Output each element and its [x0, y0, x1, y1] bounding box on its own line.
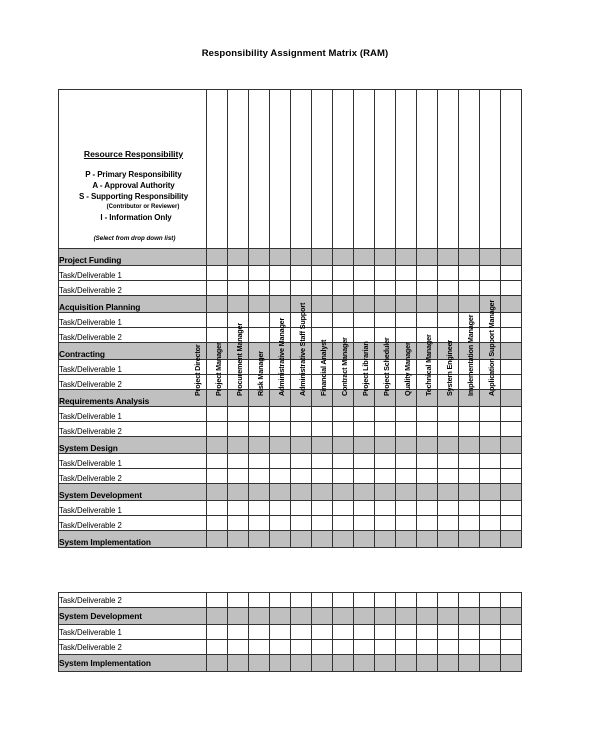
- section-spacer-cell: [438, 437, 459, 454]
- task-row: [59, 469, 522, 484]
- assignment-cell[interactable]: [501, 281, 522, 296]
- task-row: [59, 407, 522, 422]
- assignment-cell[interactable]: [228, 625, 249, 640]
- assignment-cell[interactable]: [270, 593, 291, 608]
- section-spacer-cell: [375, 655, 396, 672]
- assignment-cell[interactable]: [438, 454, 459, 469]
- section-spacer-cell: [312, 608, 333, 625]
- section-spacer-cell: [291, 655, 312, 672]
- task-row: [59, 501, 522, 516]
- column-header-label: Risk Manager: [256, 351, 265, 396]
- section-spacer-cell: [333, 655, 354, 672]
- column-header-label: Contract Manager: [340, 337, 349, 396]
- assignment-cell[interactable]: [207, 469, 228, 484]
- task-label[interactable]: Task/Deliverable 1: [59, 266, 207, 281]
- section-spacer-cell: [438, 608, 459, 625]
- assignment-cell[interactable]: [396, 469, 417, 484]
- section-label: System Development: [59, 484, 207, 501]
- assignment-cell[interactable]: [270, 469, 291, 484]
- assignment-cell[interactable]: [501, 469, 522, 484]
- assignment-cell[interactable]: [312, 625, 333, 640]
- task-label[interactable]: Task/Deliverable 1: [59, 407, 207, 422]
- assignment-cell[interactable]: [312, 516, 333, 531]
- section-spacer-cell: [375, 531, 396, 548]
- matrix-header-row: [59, 90, 522, 249]
- task-row: [59, 516, 522, 531]
- assignment-cell[interactable]: [417, 469, 438, 484]
- section-spacer-cell: [333, 531, 354, 548]
- assignment-cell[interactable]: [249, 516, 270, 531]
- legend-heading: Resource Responsibility: [83, 148, 184, 159]
- task-row: [59, 625, 522, 640]
- assignment-cell[interactable]: [417, 516, 438, 531]
- assignment-cell[interactable]: [501, 360, 522, 375]
- assignment-cell[interactable]: [459, 640, 480, 655]
- assignment-cell[interactable]: [249, 593, 270, 608]
- assignment-cell[interactable]: [291, 501, 312, 516]
- assignment-cell[interactable]: [459, 469, 480, 484]
- assignment-cell[interactable]: [480, 422, 501, 437]
- section-label: Project Funding: [59, 249, 207, 266]
- assignment-cell[interactable]: [333, 454, 354, 469]
- section-spacer-cell: [228, 655, 249, 672]
- assignment-cell[interactable]: [312, 640, 333, 655]
- section-spacer-cell: [396, 484, 417, 501]
- assignment-cell[interactable]: [270, 407, 291, 422]
- legend-item-primary: P - Primary Responsibility: [85, 169, 182, 179]
- assignment-cell[interactable]: [354, 593, 375, 608]
- section-spacer-cell: [501, 655, 522, 672]
- assignment-cell[interactable]: [228, 593, 249, 608]
- assignment-cell[interactable]: [312, 422, 333, 437]
- section-spacer-cell: [270, 531, 291, 548]
- assignment-cell[interactable]: [291, 454, 312, 469]
- section-spacer-cell: [501, 608, 522, 625]
- section-row: [59, 655, 522, 672]
- section-spacer-cell: [396, 608, 417, 625]
- assignment-cell[interactable]: [312, 407, 333, 422]
- assignment-cell[interactable]: [333, 501, 354, 516]
- assignment-cell[interactable]: [438, 407, 459, 422]
- section-spacer-cell: [480, 437, 501, 454]
- assignment-cell[interactable]: [207, 593, 228, 608]
- section-spacer-cell: [480, 531, 501, 548]
- assignment-cell[interactable]: [333, 516, 354, 531]
- section-spacer-cell: [375, 608, 396, 625]
- assignment-cell[interactable]: [396, 593, 417, 608]
- section-spacer-cell: [417, 655, 438, 672]
- assignment-cell[interactable]: [501, 640, 522, 655]
- assignment-cell[interactable]: [375, 454, 396, 469]
- assignment-cell[interactable]: [291, 516, 312, 531]
- section-spacer-cell: [249, 655, 270, 672]
- assignment-cell[interactable]: [480, 454, 501, 469]
- section-spacer-cell: [459, 437, 480, 454]
- assignment-cell[interactable]: [249, 407, 270, 422]
- assignment-cell[interactable]: [333, 407, 354, 422]
- task-label[interactable]: Task/Deliverable 2: [59, 281, 207, 296]
- section-spacer-cell: [417, 531, 438, 548]
- section-spacer-cell: [354, 437, 375, 454]
- task-label[interactable]: Task/Deliverable 2: [59, 593, 207, 608]
- assignment-cell[interactable]: [375, 640, 396, 655]
- assignment-cell[interactable]: [291, 469, 312, 484]
- assignment-cell[interactable]: [249, 454, 270, 469]
- section-spacer-cell: [207, 655, 228, 672]
- section-row: [59, 484, 522, 501]
- assignment-cell[interactable]: [501, 625, 522, 640]
- assignment-cell[interactable]: [396, 625, 417, 640]
- assignment-cell[interactable]: [438, 422, 459, 437]
- assignment-cell[interactable]: [207, 422, 228, 437]
- section-row: [59, 531, 522, 548]
- assignment-cell[interactable]: [501, 454, 522, 469]
- assignment-cell[interactable]: [354, 516, 375, 531]
- assignment-cell[interactable]: [333, 625, 354, 640]
- column-header-label: Implementation Manager: [466, 314, 475, 396]
- task-label[interactable]: Task/Deliverable 1: [59, 360, 207, 375]
- section-spacer-cell: [249, 484, 270, 501]
- assignment-cell[interactable]: [207, 454, 228, 469]
- legend-item-supporting: S - Supporting Responsibility: [78, 192, 189, 202]
- assignment-cell[interactable]: [354, 422, 375, 437]
- column-header-label: System Engineer: [445, 339, 454, 396]
- assignment-cell[interactable]: [375, 593, 396, 608]
- assignment-cell[interactable]: [459, 454, 480, 469]
- assignment-cell[interactable]: [438, 469, 459, 484]
- assignment-cell[interactable]: [480, 469, 501, 484]
- assignment-cell[interactable]: [207, 516, 228, 531]
- section-spacer-cell: [480, 655, 501, 672]
- section-label: Acquisition Planning: [59, 296, 207, 313]
- section-row: [59, 437, 522, 454]
- legend-item-approval: A - Approval Authority: [92, 181, 175, 191]
- assignment-cell[interactable]: [270, 454, 291, 469]
- assignment-cell[interactable]: [438, 516, 459, 531]
- section-spacer-cell: [438, 655, 459, 672]
- task-label[interactable]: Task/Deliverable 2: [59, 516, 207, 531]
- assignment-cell[interactable]: [480, 640, 501, 655]
- section-spacer-cell: [417, 437, 438, 454]
- section-spacer-cell: [333, 484, 354, 501]
- column-header-label: Technical Manager: [424, 334, 433, 396]
- section-spacer-cell: [501, 343, 522, 360]
- assignment-cell[interactable]: [354, 454, 375, 469]
- section-spacer-cell: [459, 655, 480, 672]
- task-label[interactable]: Task/Deliverable 2: [59, 422, 207, 437]
- section-spacer-cell: [354, 484, 375, 501]
- task-row: [59, 454, 522, 469]
- assignment-cell[interactable]: [459, 501, 480, 516]
- assignment-cell[interactable]: [228, 469, 249, 484]
- assignment-cell[interactable]: [501, 375, 522, 390]
- section-label: System Implementation: [59, 531, 207, 548]
- section-spacer-cell: [249, 531, 270, 548]
- task-label[interactable]: Task/Deliverable 1: [59, 313, 207, 328]
- task-label[interactable]: Task/Deliverable 2: [59, 469, 207, 484]
- assignment-cell[interactable]: [501, 501, 522, 516]
- assignment-cell[interactable]: [438, 501, 459, 516]
- section-spacer-cell: [375, 484, 396, 501]
- section-label: Contracting: [59, 343, 207, 360]
- assignment-cell[interactable]: [396, 422, 417, 437]
- section-spacer-cell: [207, 608, 228, 625]
- assignment-cell[interactable]: [417, 593, 438, 608]
- section-spacer-cell: [291, 484, 312, 501]
- legend-item-information: I - Information Only: [100, 212, 172, 222]
- section-spacer-cell: [480, 484, 501, 501]
- section-spacer-cell: [501, 484, 522, 501]
- assignment-cell[interactable]: [459, 407, 480, 422]
- section-spacer-cell: [291, 608, 312, 625]
- assignment-cell[interactable]: [354, 469, 375, 484]
- task-label[interactable]: Task/Deliverable 2: [59, 375, 207, 390]
- column-header-label: Project Manager: [214, 342, 223, 396]
- assignment-cell[interactable]: [396, 454, 417, 469]
- assignment-cell[interactable]: [480, 593, 501, 608]
- responsibility-matrix-table: [58, 89, 522, 548]
- section-spacer-cell: [291, 531, 312, 548]
- section-spacer-cell: [333, 437, 354, 454]
- section-spacer-cell: [354, 608, 375, 625]
- assignment-cell[interactable]: [249, 640, 270, 655]
- section-spacer-cell: [396, 437, 417, 454]
- assignment-cell[interactable]: [354, 407, 375, 422]
- assignment-cell[interactable]: [501, 407, 522, 422]
- section-spacer-cell: [354, 531, 375, 548]
- assignment-cell[interactable]: [417, 407, 438, 422]
- assignment-cell[interactable]: [459, 516, 480, 531]
- column-header-label: Project Director: [193, 344, 202, 396]
- assignment-cell[interactable]: [312, 469, 333, 484]
- assignment-cell[interactable]: [270, 640, 291, 655]
- assignment-cell[interactable]: [375, 501, 396, 516]
- task-label[interactable]: Task/Deliverable 2: [59, 328, 207, 343]
- task-label[interactable]: Task/Deliverable 2: [59, 640, 207, 655]
- assignment-cell[interactable]: [375, 625, 396, 640]
- assignment-cell[interactable]: [354, 640, 375, 655]
- assignment-cell[interactable]: [291, 625, 312, 640]
- assignment-cell[interactable]: [375, 469, 396, 484]
- section-spacer-cell: [501, 531, 522, 548]
- section-spacer-cell: [459, 531, 480, 548]
- column-header-role: [487, 90, 522, 396]
- assignment-cell[interactable]: [291, 640, 312, 655]
- section-spacer-cell: [270, 437, 291, 454]
- section-spacer-cell: [228, 437, 249, 454]
- assignment-cell[interactable]: [333, 640, 354, 655]
- task-label[interactable]: Task/Deliverable 1: [59, 625, 207, 640]
- assignment-cell[interactable]: [270, 625, 291, 640]
- page-title: Responsibility Assignment Matrix (RAM): [201, 48, 389, 59]
- assignment-cell[interactable]: [207, 640, 228, 655]
- assignment-cell[interactable]: [228, 516, 249, 531]
- task-row: [59, 593, 522, 608]
- section-spacer-cell: [312, 655, 333, 672]
- section-spacer-cell: [480, 608, 501, 625]
- assignment-cell[interactable]: [270, 501, 291, 516]
- section-row: [59, 608, 522, 625]
- assignment-cell[interactable]: [396, 516, 417, 531]
- section-spacer-cell: [417, 608, 438, 625]
- section-spacer-cell: [501, 437, 522, 454]
- assignment-cell[interactable]: [480, 407, 501, 422]
- section-spacer-cell: [438, 484, 459, 501]
- column-header-label: Administrative Staff Support: [298, 302, 307, 396]
- section-spacer-cell: [396, 655, 417, 672]
- assignment-cell[interactable]: [417, 640, 438, 655]
- assignment-cell[interactable]: [501, 516, 522, 531]
- assignment-cell[interactable]: [207, 625, 228, 640]
- section-spacer-cell: [249, 608, 270, 625]
- section-spacer-cell: [249, 437, 270, 454]
- assignment-cell[interactable]: [228, 454, 249, 469]
- section-spacer-cell: [396, 531, 417, 548]
- assignment-cell[interactable]: [417, 454, 438, 469]
- column-header-label: Project Librarian: [361, 341, 370, 396]
- section-spacer-cell: [207, 484, 228, 501]
- section-spacer-cell: [228, 531, 249, 548]
- section-spacer-cell: [417, 484, 438, 501]
- assignment-cell[interactable]: [396, 640, 417, 655]
- section-spacer-cell: [501, 296, 522, 313]
- section-spacer-cell: [375, 437, 396, 454]
- section-label: System Design: [59, 437, 207, 454]
- assignment-cell[interactable]: [291, 593, 312, 608]
- responsibility-matrix-continuation: [58, 592, 522, 672]
- task-row: [59, 640, 522, 655]
- assignment-cell[interactable]: [501, 313, 522, 328]
- section-spacer-cell: [228, 608, 249, 625]
- task-row: [59, 422, 522, 437]
- assignment-cell[interactable]: [312, 593, 333, 608]
- assignment-cell[interactable]: [333, 422, 354, 437]
- legend-sub-note: (Contributor or Reviewer): [106, 203, 180, 210]
- matrix-continuation-body: [59, 593, 522, 672]
- assignment-cell[interactable]: [375, 422, 396, 437]
- assignment-cell[interactable]: [270, 516, 291, 531]
- section-spacer-cell: [228, 484, 249, 501]
- assignment-cell[interactable]: [270, 422, 291, 437]
- assignment-cell[interactable]: [291, 407, 312, 422]
- assignment-cell[interactable]: [312, 501, 333, 516]
- assignment-cell[interactable]: [417, 625, 438, 640]
- assignment-cell[interactable]: [480, 516, 501, 531]
- assignment-cell[interactable]: [480, 501, 501, 516]
- section-spacer-cell: [459, 608, 480, 625]
- section-spacer-cell: [438, 531, 459, 548]
- section-label: System Implementation: [59, 655, 207, 672]
- section-label: Requirements Analysis: [59, 390, 207, 407]
- assignment-cell[interactable]: [228, 407, 249, 422]
- assignment-cell[interactable]: [249, 422, 270, 437]
- assignment-cell[interactable]: [438, 593, 459, 608]
- assignment-cell[interactable]: [417, 501, 438, 516]
- assignment-cell[interactable]: [459, 422, 480, 437]
- section-spacer-cell: [207, 531, 228, 548]
- section-spacer-cell: [291, 437, 312, 454]
- assignment-cell[interactable]: [291, 422, 312, 437]
- section-spacer-cell: [270, 655, 291, 672]
- assignment-cell[interactable]: [228, 422, 249, 437]
- section-spacer-cell: [207, 437, 228, 454]
- assignment-cell[interactable]: [249, 501, 270, 516]
- column-header-label: Financial Analyst: [319, 339, 328, 396]
- assignment-cell[interactable]: [354, 625, 375, 640]
- section-spacer-cell: [501, 249, 522, 266]
- legend-footer-note: (Select from drop down list): [93, 235, 176, 243]
- column-header-label: Application Support Manager: [487, 299, 496, 396]
- assignment-cell[interactable]: [207, 501, 228, 516]
- task-label[interactable]: Task/Deliverable 1: [59, 454, 207, 469]
- section-spacer-cell: [270, 484, 291, 501]
- column-header-label: Administrative Manager: [277, 317, 286, 396]
- section-spacer-cell: [270, 608, 291, 625]
- assignment-cell[interactable]: [501, 328, 522, 343]
- assignment-cell[interactable]: [438, 640, 459, 655]
- column-header-label: Quality Manager: [403, 342, 412, 396]
- section-spacer-cell: [333, 608, 354, 625]
- assignment-cell[interactable]: [501, 593, 522, 608]
- assignment-cell[interactable]: [375, 516, 396, 531]
- assignment-cell[interactable]: [396, 501, 417, 516]
- column-header-label: Project Scheduler: [382, 337, 391, 396]
- assignment-cell[interactable]: [459, 625, 480, 640]
- assignment-cell[interactable]: [501, 266, 522, 281]
- assignment-cell[interactable]: [333, 469, 354, 484]
- assignment-cell[interactable]: [459, 593, 480, 608]
- assignment-cell[interactable]: [228, 640, 249, 655]
- assignment-cell[interactable]: [228, 501, 249, 516]
- assignment-cell[interactable]: [249, 469, 270, 484]
- assignment-cell[interactable]: [480, 625, 501, 640]
- assignment-cell[interactable]: [396, 407, 417, 422]
- assignment-cell[interactable]: [207, 407, 228, 422]
- assignment-cell[interactable]: [438, 625, 459, 640]
- assignment-cell[interactable]: [333, 593, 354, 608]
- section-spacer-cell: [312, 531, 333, 548]
- assignment-cell[interactable]: [375, 407, 396, 422]
- assignment-cell[interactable]: [501, 422, 522, 437]
- assignment-cell[interactable]: [354, 501, 375, 516]
- section-spacer-cell: [312, 437, 333, 454]
- column-header-label: Procurement Manager: [235, 322, 244, 396]
- section-spacer-cell: [459, 484, 480, 501]
- section-spacer-cell: [501, 390, 522, 407]
- assignment-cell[interactable]: [312, 454, 333, 469]
- assignment-cell[interactable]: [417, 422, 438, 437]
- section-label: System Development: [59, 608, 207, 625]
- assignment-cell[interactable]: [249, 625, 270, 640]
- section-spacer-cell: [354, 655, 375, 672]
- legend-box: [59, 90, 207, 249]
- section-spacer-cell: [312, 484, 333, 501]
- task-label[interactable]: Task/Deliverable 1: [59, 501, 207, 516]
